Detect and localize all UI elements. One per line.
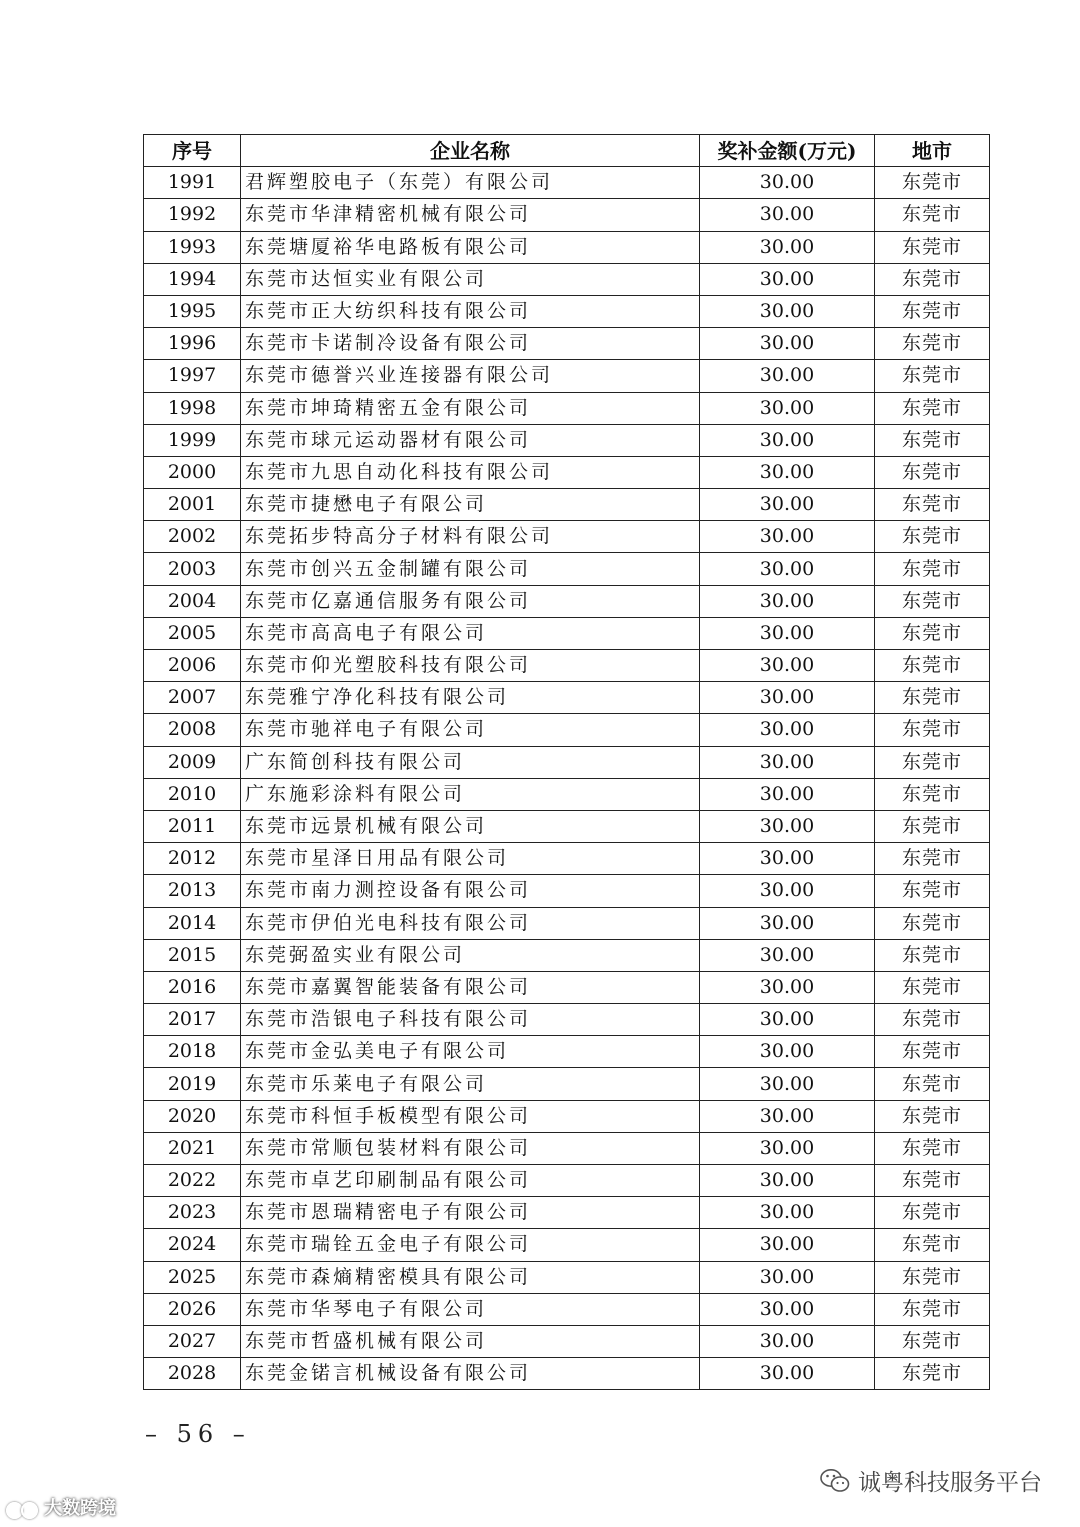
company-name-cell: 东莞市九思自动化科技有限公司 xyxy=(241,456,700,488)
table-row xyxy=(144,1004,990,1036)
table-row xyxy=(144,263,990,295)
serial-cell: 2009 xyxy=(144,746,241,778)
company-name-cell: 东莞市捷懋电子有限公司 xyxy=(241,489,700,521)
subsidy-amount-cell: 30.00 xyxy=(700,650,875,682)
serial-cell: 1996 xyxy=(144,328,241,360)
table-row xyxy=(144,1036,990,1068)
watermark-left xyxy=(6,1494,116,1520)
subsidy-amount-cell: 30.00 xyxy=(700,1004,875,1036)
subsidy-amount-cell: 30.00 xyxy=(700,617,875,649)
company-name-cell: 东莞市远景机械有限公司 xyxy=(241,810,700,842)
company-name-cell: 东莞弼盈实业有限公司 xyxy=(241,939,700,971)
serial-cell: 2004 xyxy=(144,585,241,617)
subsidy-amount-cell: 30.00 xyxy=(700,939,875,971)
serial-cell: 1999 xyxy=(144,424,241,456)
company-name-cell: 东莞雅宁净化科技有限公司 xyxy=(241,682,700,714)
table-row xyxy=(144,167,990,199)
table-row xyxy=(144,295,990,327)
table-row xyxy=(144,1197,990,1229)
subsidy-table xyxy=(143,134,990,1390)
company-name-cell: 东莞塘厦裕华电路板有限公司 xyxy=(241,231,700,263)
company-name-cell: 东莞市浩银电子科技有限公司 xyxy=(241,1004,700,1036)
serial-cell: 1997 xyxy=(144,360,241,392)
serial-cell: 2007 xyxy=(144,682,241,714)
city-cell: 东莞市 xyxy=(875,392,990,424)
watermark-right-text: 诚粤科技服务平台 xyxy=(858,1470,1042,1496)
subsidy-amount-cell: 30.00 xyxy=(700,231,875,263)
city-cell: 东莞市 xyxy=(875,1293,990,1325)
table-row xyxy=(144,424,990,456)
city-cell: 东莞市 xyxy=(875,199,990,231)
subsidy-amount-cell: 30.00 xyxy=(700,360,875,392)
subsidy-amount-cell: 30.00 xyxy=(700,1100,875,1132)
serial-cell: 2010 xyxy=(144,778,241,810)
city-cell: 东莞市 xyxy=(875,810,990,842)
serial-cell: 2015 xyxy=(144,939,241,971)
subsidy-amount-cell: 30.00 xyxy=(700,843,875,875)
company-name-cell: 东莞市正大纺织科技有限公司 xyxy=(241,295,700,327)
table-row xyxy=(144,1261,990,1293)
company-name-cell: 君辉塑胶电子（东莞）有限公司 xyxy=(241,167,700,199)
table-row xyxy=(144,746,990,778)
table-row xyxy=(144,907,990,939)
serial-cell: 2008 xyxy=(144,714,241,746)
company-name-cell: 东莞市恩瑞精密电子有限公司 xyxy=(241,1197,700,1229)
city-cell: 东莞市 xyxy=(875,553,990,585)
company-name-cell: 东莞市驰祥电子有限公司 xyxy=(241,714,700,746)
serial-cell: 2005 xyxy=(144,617,241,649)
header-company-name: 企业名称 xyxy=(241,135,700,167)
city-cell: 东莞市 xyxy=(875,489,990,521)
company-name-cell: 东莞拓步特高分子材料有限公司 xyxy=(241,521,700,553)
serial-cell: 2002 xyxy=(144,521,241,553)
header-serial: 序号 xyxy=(144,135,241,167)
subsidy-amount-cell: 30.00 xyxy=(700,392,875,424)
company-name-cell: 东莞市金弘美电子有限公司 xyxy=(241,1036,700,1068)
company-name-cell: 东莞金锘言机械设备有限公司 xyxy=(241,1358,700,1390)
city-cell: 东莞市 xyxy=(875,1325,990,1357)
company-name-cell: 东莞市华津精密机械有限公司 xyxy=(241,199,700,231)
serial-cell: 2003 xyxy=(144,553,241,585)
table-row xyxy=(144,714,990,746)
table-row xyxy=(144,682,990,714)
wechat-icon xyxy=(820,1468,850,1494)
table-row xyxy=(144,199,990,231)
city-cell: 东莞市 xyxy=(875,1036,990,1068)
city-cell: 东莞市 xyxy=(875,617,990,649)
table-row xyxy=(144,231,990,263)
watermark-right xyxy=(820,1464,1042,1497)
serial-cell: 1998 xyxy=(144,392,241,424)
table-row xyxy=(144,553,990,585)
header-subsidy-amount: 奖补金额(万元) xyxy=(700,135,875,167)
subsidy-amount-cell: 30.00 xyxy=(700,1132,875,1164)
table-row xyxy=(144,810,990,842)
serial-cell: 1994 xyxy=(144,263,241,295)
table-row xyxy=(144,489,990,521)
serial-cell: 1993 xyxy=(144,231,241,263)
serial-cell: 2022 xyxy=(144,1165,241,1197)
table-row xyxy=(144,456,990,488)
subsidy-amount-cell: 30.00 xyxy=(700,424,875,456)
city-cell: 东莞市 xyxy=(875,231,990,263)
subsidy-amount-cell: 30.00 xyxy=(700,1229,875,1261)
subsidy-amount-cell: 30.00 xyxy=(700,875,875,907)
city-cell: 东莞市 xyxy=(875,843,990,875)
company-name-cell: 东莞市哲盛机械有限公司 xyxy=(241,1325,700,1357)
subsidy-amount-cell: 30.00 xyxy=(700,199,875,231)
company-name-cell: 东莞市森熵精密模具有限公司 xyxy=(241,1261,700,1293)
city-cell: 东莞市 xyxy=(875,907,990,939)
company-name-cell: 东莞市亿嘉通信服务有限公司 xyxy=(241,585,700,617)
city-cell: 东莞市 xyxy=(875,328,990,360)
city-cell: 东莞市 xyxy=(875,1132,990,1164)
watermark-logo-icon xyxy=(6,1500,40,1518)
serial-cell: 1991 xyxy=(144,167,241,199)
company-name-cell: 广东简创科技有限公司 xyxy=(241,746,700,778)
serial-cell: 1995 xyxy=(144,295,241,327)
header-city: 地市 xyxy=(875,135,990,167)
company-name-cell: 东莞市科恒手板模型有限公司 xyxy=(241,1100,700,1132)
subsidy-amount-cell: 30.00 xyxy=(700,489,875,521)
company-name-cell: 东莞市德誉兴业连接器有限公司 xyxy=(241,360,700,392)
subsidy-amount-cell: 30.00 xyxy=(700,746,875,778)
serial-cell: 2011 xyxy=(144,810,241,842)
company-name-cell: 东莞市仰光塑胶科技有限公司 xyxy=(241,650,700,682)
page-number: – 56 – xyxy=(145,1420,251,1448)
company-name-cell: 东莞市南力测控设备有限公司 xyxy=(241,875,700,907)
subsidy-amount-cell: 30.00 xyxy=(700,810,875,842)
company-name-cell: 广东施彩涂料有限公司 xyxy=(241,778,700,810)
table-row xyxy=(144,392,990,424)
table-row xyxy=(144,778,990,810)
city-cell: 东莞市 xyxy=(875,875,990,907)
city-cell: 东莞市 xyxy=(875,1261,990,1293)
serial-cell: 2012 xyxy=(144,843,241,875)
table-row xyxy=(144,1325,990,1357)
subsidy-amount-cell: 30.00 xyxy=(700,682,875,714)
table-row xyxy=(144,1293,990,1325)
company-name-cell: 东莞市卓艺印刷制品有限公司 xyxy=(241,1165,700,1197)
serial-cell: 2021 xyxy=(144,1132,241,1164)
company-name-cell: 东莞市嘉翼智能装备有限公司 xyxy=(241,971,700,1003)
table-row xyxy=(144,843,990,875)
company-name-cell: 东莞市高高电子有限公司 xyxy=(241,617,700,649)
subsidy-amount-cell: 30.00 xyxy=(700,778,875,810)
city-cell: 东莞市 xyxy=(875,1165,990,1197)
city-cell: 东莞市 xyxy=(875,746,990,778)
table-row xyxy=(144,521,990,553)
serial-cell: 2018 xyxy=(144,1036,241,1068)
table-row xyxy=(144,1100,990,1132)
table-row xyxy=(144,1068,990,1100)
serial-cell: 2019 xyxy=(144,1068,241,1100)
subsidy-amount-cell: 30.00 xyxy=(700,714,875,746)
serial-cell: 2014 xyxy=(144,907,241,939)
table-row xyxy=(144,360,990,392)
city-cell: 东莞市 xyxy=(875,456,990,488)
city-cell: 东莞市 xyxy=(875,778,990,810)
table-row xyxy=(144,585,990,617)
subsidy-amount-cell: 30.00 xyxy=(700,1293,875,1325)
table-row xyxy=(144,1132,990,1164)
watermark-left-text: 大数跨境 xyxy=(44,1498,116,1519)
serial-cell: 2026 xyxy=(144,1293,241,1325)
city-cell: 东莞市 xyxy=(875,1068,990,1100)
serial-cell: 1992 xyxy=(144,199,241,231)
city-cell: 东莞市 xyxy=(875,650,990,682)
table-header-row xyxy=(144,135,990,167)
city-cell: 东莞市 xyxy=(875,585,990,617)
subsidy-amount-cell: 30.00 xyxy=(700,456,875,488)
company-name-cell: 东莞市达恒实业有限公司 xyxy=(241,263,700,295)
city-cell: 东莞市 xyxy=(875,1358,990,1390)
city-cell: 东莞市 xyxy=(875,424,990,456)
subsidy-amount-cell: 30.00 xyxy=(700,167,875,199)
table-body xyxy=(144,167,990,1390)
table-row xyxy=(144,939,990,971)
table-row xyxy=(144,1358,990,1390)
subsidy-amount-cell: 30.00 xyxy=(700,1068,875,1100)
subsidy-amount-cell: 30.00 xyxy=(700,1197,875,1229)
city-cell: 东莞市 xyxy=(875,1004,990,1036)
company-name-cell: 东莞市坤琦精密五金有限公司 xyxy=(241,392,700,424)
table-row xyxy=(144,650,990,682)
subsidy-amount-cell: 30.00 xyxy=(700,585,875,617)
city-cell: 东莞市 xyxy=(875,1229,990,1261)
subsidy-amount-cell: 30.00 xyxy=(700,263,875,295)
table-row xyxy=(144,971,990,1003)
subsidy-amount-cell: 30.00 xyxy=(700,295,875,327)
serial-cell: 2013 xyxy=(144,875,241,907)
table-row xyxy=(144,1229,990,1261)
serial-cell: 2023 xyxy=(144,1197,241,1229)
table-row xyxy=(144,1165,990,1197)
subsidy-amount-cell: 30.00 xyxy=(700,1325,875,1357)
city-cell: 东莞市 xyxy=(875,263,990,295)
serial-cell: 2024 xyxy=(144,1229,241,1261)
subsidy-amount-cell: 30.00 xyxy=(700,907,875,939)
subsidy-amount-cell: 30.00 xyxy=(700,1261,875,1293)
city-cell: 东莞市 xyxy=(875,971,990,1003)
company-name-cell: 东莞市乐莱电子有限公司 xyxy=(241,1068,700,1100)
city-cell: 东莞市 xyxy=(875,521,990,553)
city-cell: 东莞市 xyxy=(875,167,990,199)
company-name-cell: 东莞市创兴五金制罐有限公司 xyxy=(241,553,700,585)
serial-cell: 2025 xyxy=(144,1261,241,1293)
city-cell: 东莞市 xyxy=(875,360,990,392)
serial-cell: 2006 xyxy=(144,650,241,682)
company-name-cell: 东莞市卡诺制冷设备有限公司 xyxy=(241,328,700,360)
city-cell: 东莞市 xyxy=(875,1197,990,1229)
table-row xyxy=(144,328,990,360)
serial-cell: 2016 xyxy=(144,971,241,1003)
subsidy-amount-cell: 30.00 xyxy=(700,1358,875,1390)
city-cell: 东莞市 xyxy=(875,714,990,746)
subsidy-amount-cell: 30.00 xyxy=(700,553,875,585)
company-name-cell: 东莞市伊伯光电科技有限公司 xyxy=(241,907,700,939)
company-name-cell: 东莞市常顺包装材料有限公司 xyxy=(241,1132,700,1164)
company-name-cell: 东莞市球元运动器材有限公司 xyxy=(241,424,700,456)
city-cell: 东莞市 xyxy=(875,295,990,327)
subsidy-amount-cell: 30.00 xyxy=(700,328,875,360)
serial-cell: 2000 xyxy=(144,456,241,488)
company-name-cell: 东莞市华琴电子有限公司 xyxy=(241,1293,700,1325)
subsidy-amount-cell: 30.00 xyxy=(700,1165,875,1197)
company-name-cell: 东莞市瑞铨五金电子有限公司 xyxy=(241,1229,700,1261)
table-row xyxy=(144,617,990,649)
company-name-cell: 东莞市星泽日用品有限公司 xyxy=(241,843,700,875)
serial-cell: 2027 xyxy=(144,1325,241,1357)
subsidy-amount-cell: 30.00 xyxy=(700,971,875,1003)
city-cell: 东莞市 xyxy=(875,682,990,714)
subsidy-amount-cell: 30.00 xyxy=(700,521,875,553)
serial-cell: 2017 xyxy=(144,1004,241,1036)
city-cell: 东莞市 xyxy=(875,939,990,971)
serial-cell: 2020 xyxy=(144,1100,241,1132)
table-row xyxy=(144,875,990,907)
subsidy-amount-cell: 30.00 xyxy=(700,1036,875,1068)
city-cell: 东莞市 xyxy=(875,1100,990,1132)
serial-cell: 2001 xyxy=(144,489,241,521)
serial-cell: 2028 xyxy=(144,1358,241,1390)
